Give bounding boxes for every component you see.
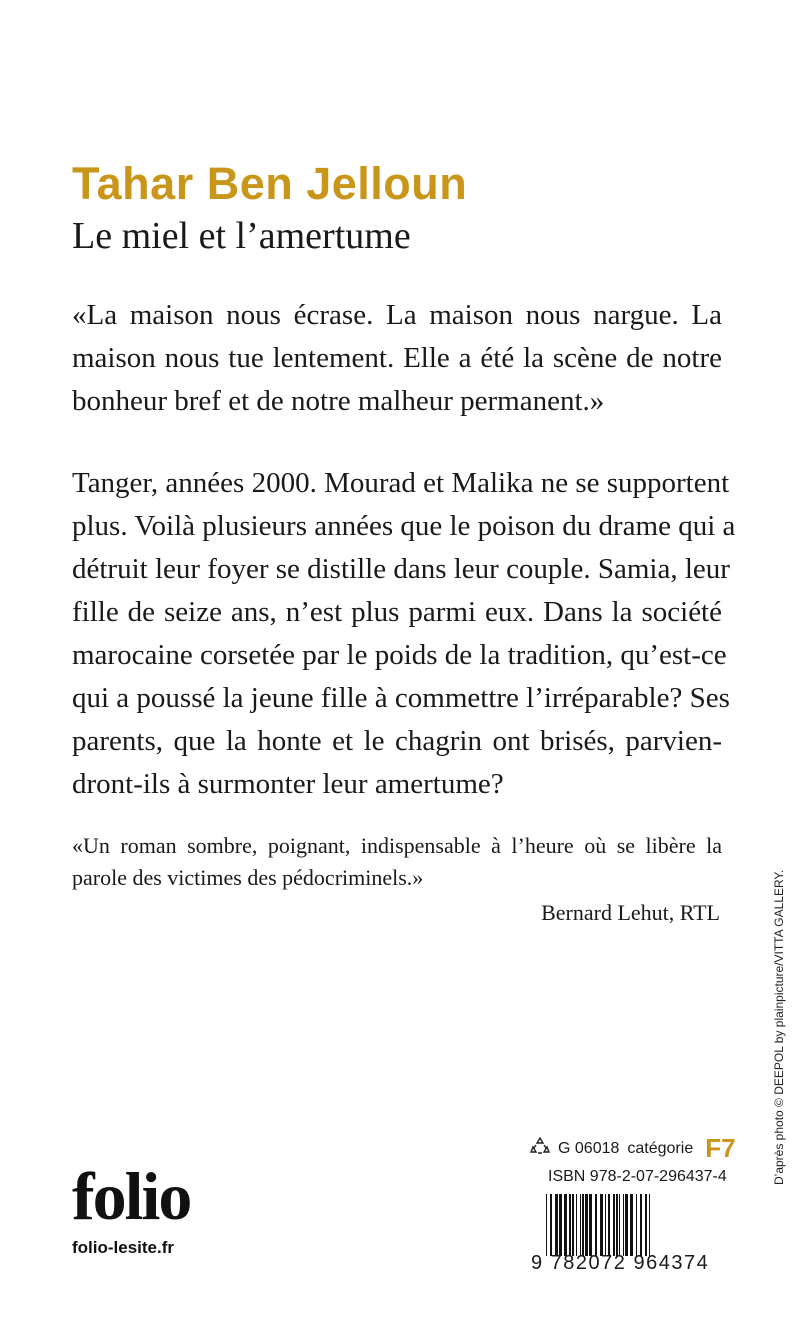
barcode-bar xyxy=(564,1194,567,1256)
press-source: Bernard Lehut, RTL xyxy=(541,900,720,925)
category-label: catégorie xyxy=(627,1139,694,1157)
publisher-logo: folio xyxy=(72,1158,191,1234)
catalog-code: G 06018 xyxy=(558,1139,620,1157)
barcode-bar xyxy=(630,1194,633,1256)
barcode-bar xyxy=(625,1194,628,1256)
summary-line: qui a poussé la jeune fille à commettre l’irréparable? Ses xyxy=(72,682,730,714)
book-summary xyxy=(72,462,736,806)
photo-credit: D’après photo © DEEPOL by plainpicture/VITTA GALLERY. xyxy=(772,869,786,1185)
barcode-bar xyxy=(569,1194,571,1256)
barcode-bar xyxy=(550,1194,552,1256)
summary-line: détruit leur foyer se distille dans leur couple. Samia, leur xyxy=(72,553,730,585)
barcode-bar xyxy=(619,1194,620,1256)
summary-line: plus. Voilà plusieurs années que le poison du drame qui a xyxy=(72,510,736,542)
author-name: Tahar Ben Jelloun xyxy=(72,158,468,209)
summary-line: dront-ils à surmonter leur amertume? xyxy=(72,768,504,800)
barcode-bar xyxy=(616,1194,618,1256)
barcode-bar xyxy=(608,1194,610,1256)
barcode-digits: 9 782072 964374 xyxy=(531,1252,710,1274)
barcode-bar xyxy=(580,1194,581,1256)
summary-line: marocaine corsetée par le poids de la tradition, qu’est-ce xyxy=(72,639,727,671)
barcode-bar xyxy=(623,1194,624,1256)
barcode-bar xyxy=(555,1194,558,1256)
press-line: parole des victimes des pédocriminels.» xyxy=(72,865,424,890)
barcode-bar xyxy=(640,1194,642,1256)
barcode-bar xyxy=(559,1194,562,1256)
barcode-bar xyxy=(572,1194,574,1256)
barcode-bar xyxy=(613,1194,615,1256)
barcode xyxy=(546,1194,720,1256)
publisher-site: folio-lesite.fr xyxy=(72,1238,175,1257)
summary-line: fille de seize ans, n’est plus parmi eux. Dans la société xyxy=(72,596,722,628)
excerpt-quote xyxy=(72,294,722,423)
barcode-bar xyxy=(649,1194,650,1256)
barcode-bar xyxy=(595,1194,597,1256)
barcode-bar xyxy=(585,1194,588,1256)
barcode-bar xyxy=(576,1194,577,1256)
barcode-bar xyxy=(636,1194,637,1256)
recycle-icon xyxy=(530,1137,550,1160)
book-title: Le miel et l’amertume xyxy=(72,215,411,257)
summary-line: parents, que la honte et le chagrin ont brisés, parvien- xyxy=(72,725,722,757)
quote-line: bonheur bref et de notre malheur permanent.» xyxy=(72,385,605,417)
category-code: F7 xyxy=(705,1133,736,1163)
quote-line: maison nous tue lentement. Elle a été la scène de notre xyxy=(72,342,722,374)
barcode-bar xyxy=(645,1194,647,1256)
summary-line: Tanger, années 2000. Mourad et Malika ne se supportent xyxy=(72,467,730,499)
barcode-bar xyxy=(605,1194,606,1256)
quote-line: «La maison nous écrase. La maison nous nargue. La xyxy=(72,299,722,331)
isbn: ISBN 978-2-07-296437-4 xyxy=(548,1168,727,1185)
catalog-info xyxy=(530,1133,736,1164)
barcode-bar xyxy=(582,1194,584,1256)
barcode-bar xyxy=(589,1194,592,1256)
press-quote xyxy=(72,830,722,894)
press-line: «Un roman sombre, poignant, indispensable à l’heure où se libère la xyxy=(72,833,722,858)
barcode-bar xyxy=(546,1194,547,1256)
barcode-bar xyxy=(600,1194,603,1256)
